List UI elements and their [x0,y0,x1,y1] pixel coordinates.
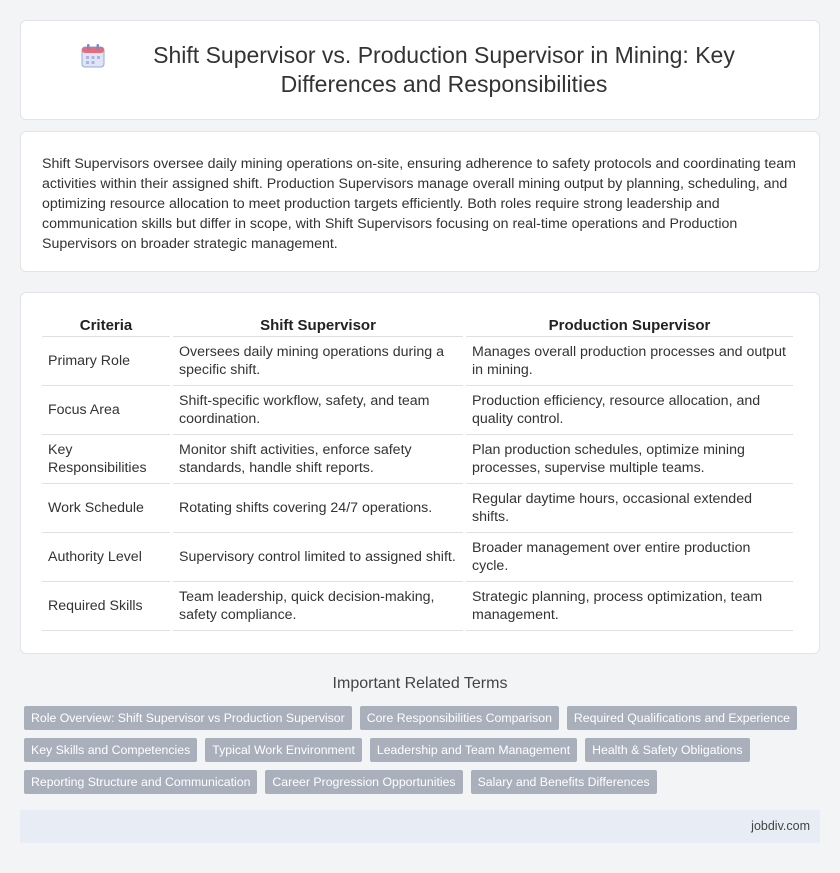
header-criteria: Criteria [42,307,170,337]
page-title: Shift Supervisor vs. Production Supervisor in Mining: Key Differences and Responsibilities [153,42,735,97]
footer [20,810,820,843]
table-row [42,533,793,582]
criteria-cell: Required Skills [42,582,170,631]
comparison-card [20,292,820,654]
related-term-tag[interactable]: Salary and Benefits Differences [471,770,657,794]
criteria-cell: Work Schedule [42,484,170,533]
criteria-cell: Authority Level [42,533,170,582]
related-term-tag[interactable]: Health & Safety Obligations [585,738,749,762]
related-term-tag[interactable]: Role Overview: Shift Supervisor vs Production Supervisor [24,706,352,730]
production-cell: Broader management over entire production cycle. [466,533,793,582]
related-term-tag[interactable]: Core Responsibilities Comparison [360,706,559,730]
shift-cell: Monitor shift activities, enforce safety standards, handle shift reports. [173,435,463,484]
calendar-icon [80,43,106,69]
criteria-cell: Primary Role [42,337,170,386]
related-term-tag[interactable]: Career Progression Opportunities [265,770,462,794]
table-row [42,337,793,386]
production-cell: Production efficiency, resource allocation, and quality control. [466,386,793,435]
criteria-cell: Focus Area [42,386,170,435]
comparison-table [39,307,796,631]
related-terms-tags [24,706,824,802]
shift-cell: Shift-specific workflow, safety, and team coordination. [173,386,463,435]
production-cell: Regular daytime hours, occasional extended shifts. [466,484,793,533]
shift-cell: Supervisory control limited to assigned shift. [173,533,463,582]
production-cell: Manages overall production processes and output in mining. [466,337,793,386]
table-header-row [42,307,793,337]
related-term-tag[interactable]: Key Skills and Competencies [24,738,197,762]
production-cell: Plan production schedules, optimize mining processes, supervise multiple teams. [466,435,793,484]
table-row [42,386,793,435]
table-row [42,582,793,631]
footer-site-link[interactable]: jobdiv.com [751,819,810,833]
related-term-tag[interactable]: Required Qualifications and Experience [567,706,797,730]
shift-cell: Oversees daily mining operations during a specific shift. [173,337,463,386]
related-terms-title: Important Related Terms [332,675,508,692]
criteria-cell: Key Responsibilities [42,435,170,484]
intro-paragraph: Shift Supervisors oversee daily mining operations on-site, ensuring adherence to safety protocols and coordinating team activities within their assigned shift. Production Supervisors manage overall mining output by planning, scheduling, and optimizing resource allocation to meet production targets efficiently. Both roles require strong leadership and communication skills but differ in scope, with Shift Supervisors focusing on real-time operations and Production Supervisors on broader strategic management. [42,156,796,252]
title-wrap [80,41,760,99]
shift-cell: Team leadership, quick decision-making, safety compliance. [173,582,463,631]
related-term-tag[interactable]: Reporting Structure and Communication [24,770,257,794]
intro-card [20,131,820,272]
shift-cell: Rotating shifts covering 24/7 operations. [173,484,463,533]
related-term-tag[interactable]: Leadership and Team Management [370,738,577,762]
title-card [20,20,820,120]
header-production-supervisor: Production Supervisor [466,307,793,337]
header-shift-supervisor: Shift Supervisor [173,307,463,337]
table-row [42,484,793,533]
production-cell: Strategic planning, process optimization, team management. [466,582,793,631]
table-row [42,435,793,484]
related-term-tag[interactable]: Typical Work Environment [205,738,362,762]
